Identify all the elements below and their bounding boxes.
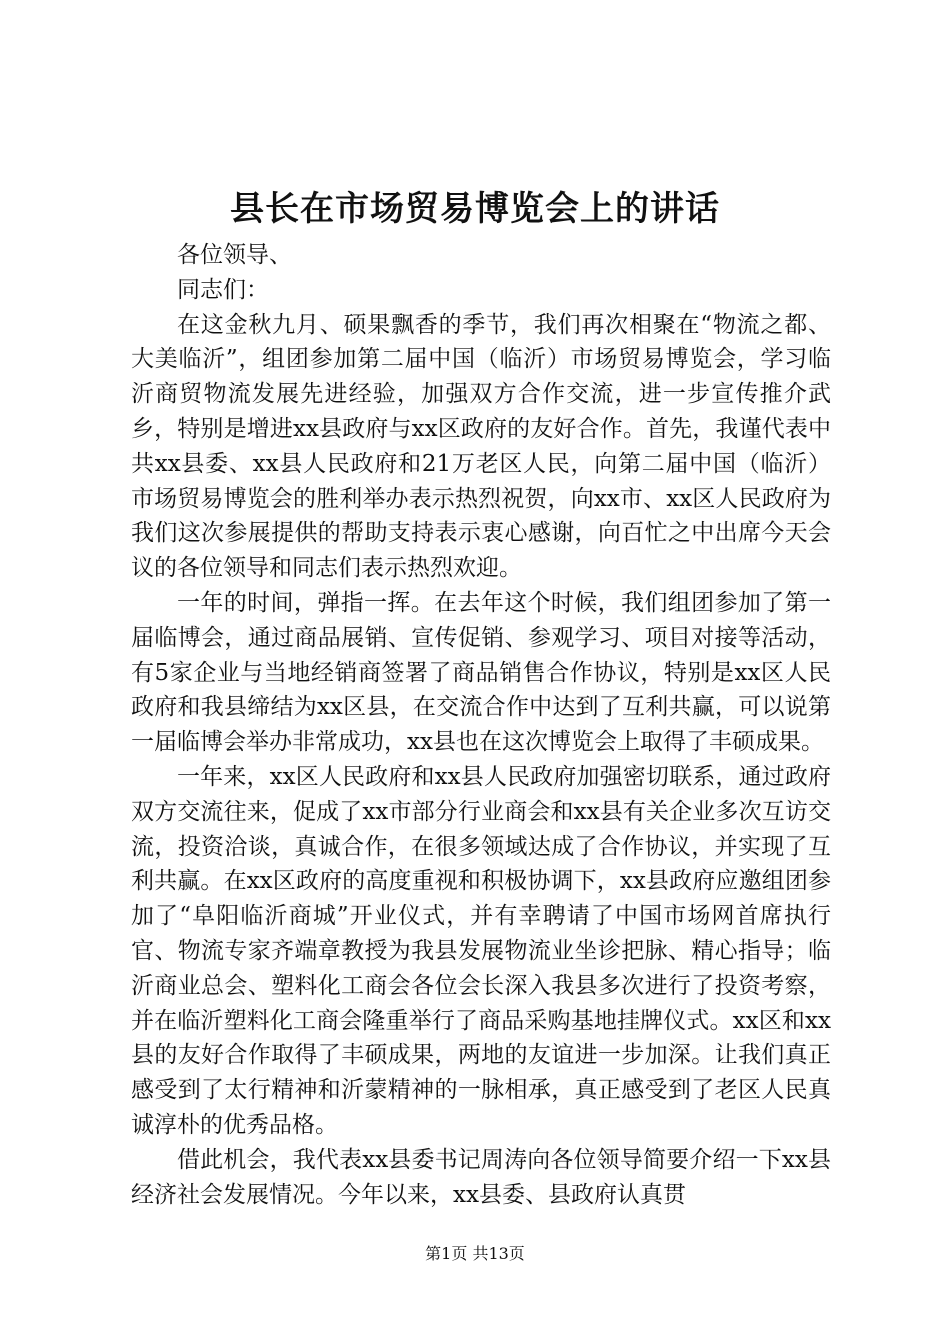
body-paragraph: 一年的时间，弹指一挥。在去年这个时候，我们组团参加了第一届临博会，通过商品展销、宣传促销、参观学习、项目对接等活动，有5家企业与当地经销商签署了商品销售合作协议，特别是xx区人民政府和我县缔结为xx区县，在交流合作中达到了互利共赢，可以说第一届临博会举办非常成功，xx县也在这次博览会上取得了丰硕成果。 <box>131 589 831 756</box>
body-paragraph: 一年来，xx区人民政府和xx县人民政府加强密切联系，通过政府双方交流往来，促成了xx市部分行业商会和xx县有关企业多次互访交流，投资洽谈，真诚合作，在很多领域达成了合作协议，并实现了互利共赢。在xx区政府的高度重视和积极协调下，xx县政府应邀组团参加了“阜阳临沂商城”开业仪式，并有幸聘请了中国市场网首席执行官、物流专家齐端章教授为我县发展物流业坐诊把脉、精心指导；临沂商业总会、塑料化工商会各位会长深入我县多次进行了投资考察，并在临沂塑料化工商会隆重举行了商品采购基地挂牌仪式。xx区和xx县的友好合作取得了丰硕成果，两地的友谊进一步加深。让我们真正感受到了太行精神和沂蒙精神的一脉相承，真正感受到了老区人民真诚淳朴的优秀品格。 <box>131 763 831 1138</box>
document-body <box>131 238 831 1212</box>
salutation-line: 各位领导、 <box>177 242 292 268</box>
page-number-footer: 第1页 共13页 <box>425 1244 525 1263</box>
body-paragraph: 在这金秋九月、硕果飘香的季节，我们再次相聚在“物流之都、大美临沂”，组团参加第二届中国（临沂）市场贸易博览会，学习临沂商贸物流发展先进经验，加强双方合作交流，进一步宣传推介武乡，特别是增进xx县政府与xx区政府的友好合作。首先，我谨代表中共xx县委、xx县人民政府和21万老区人民，向第二届中国（临沂）市场贸易博览会的胜利举办表示热烈祝贺，向xx市、xx区人民政府为我们这次参展提供的帮助支持表示衷心感谢，向百忙之中出席今天会议的各位领导和同志们表示热烈欢迎。 <box>131 311 831 582</box>
document-title: 县长在市场贸易博览会上的讲话 <box>230 189 720 229</box>
salutation-line: 同志们： <box>177 276 269 303</box>
body-paragraph: 借此机会，我代表xx县委书记周涛向各位领导简要介绍一下xx县经济社会发展情况。今年以来，xx县委、县政府认真贯 <box>131 1146 831 1208</box>
